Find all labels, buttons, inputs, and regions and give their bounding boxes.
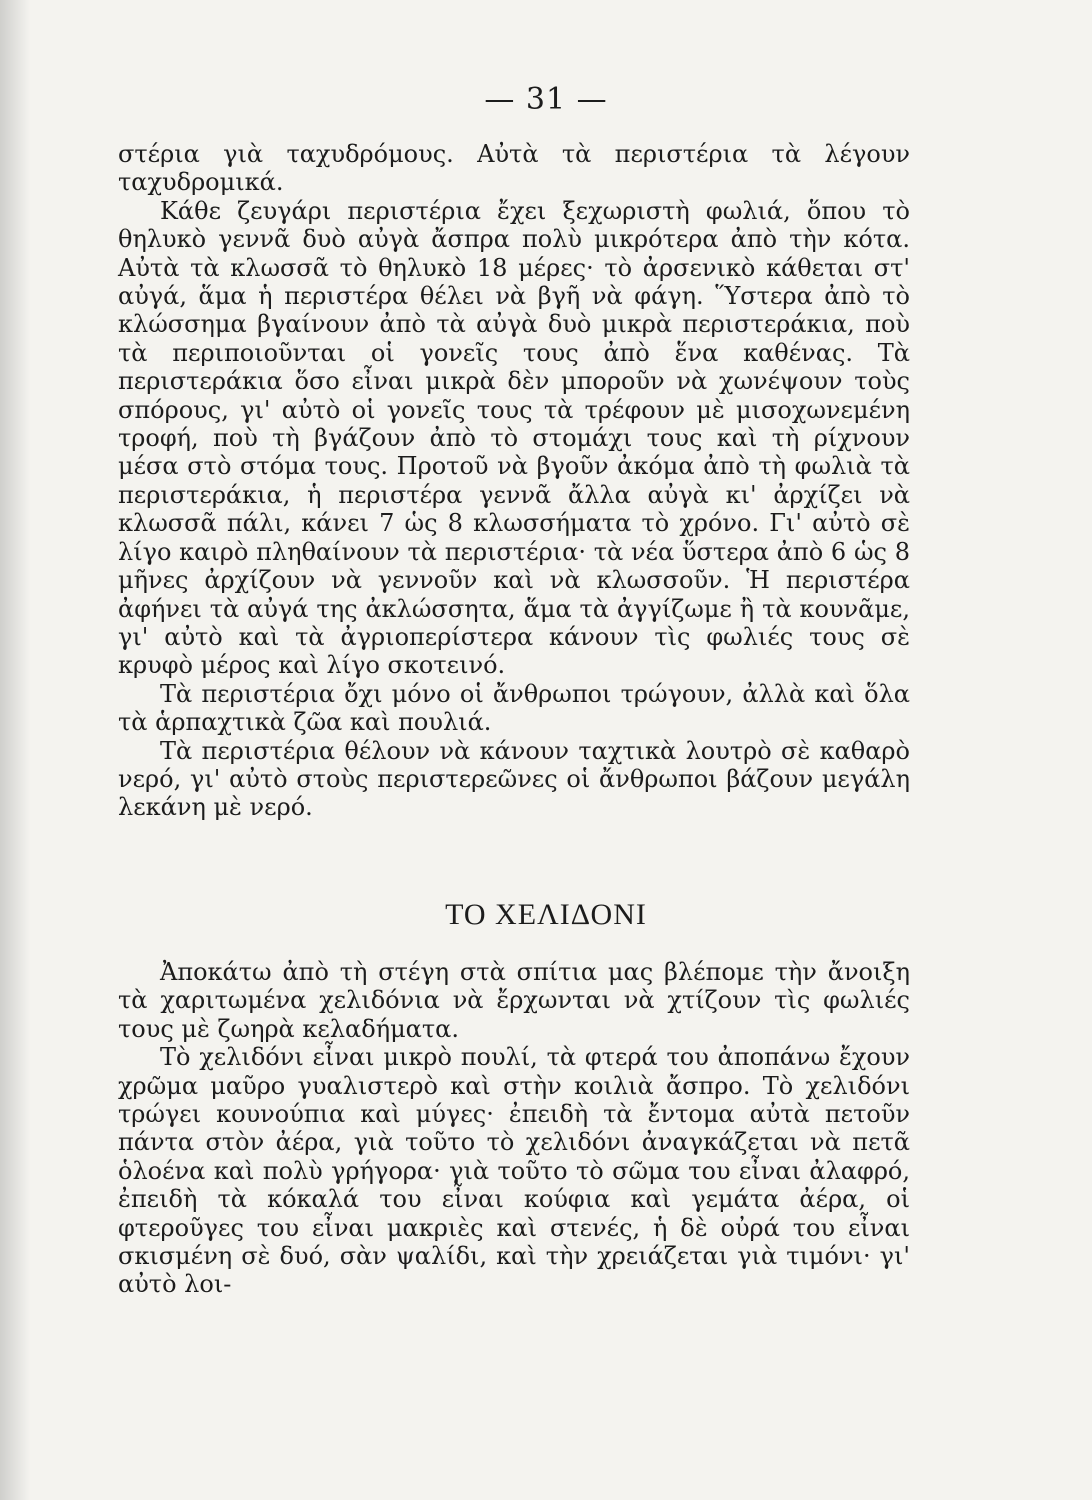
paragraph: Τὰ περιστέρια θέλουν νὰ κάνουν ταχτικὰ λουτρὸ σὲ καθαρὸ νερό, γι' αὐτὸ στοὺς περιστερεῶνες οἱ ἄνθρωποι βάζουν μεγάλη λεκάνη μὲ νερό. — [118, 736, 910, 822]
page-number: — 31 — — [484, 82, 608, 117]
paragraph: Ἀποκάτω ἀπὸ τὴ στέγη στὰ σπίτια μας βλέπομε τὴν ἄνοιξη τὰ χαριτωμένα χελιδόνια νὰ ἔρχωνται νὰ χτίζουν τὶς φωλιές τους μὲ ζωηρὰ κελαδήματα. — [118, 958, 910, 1043]
page-edge-shadow — [0, 0, 30, 1500]
paragraph: Τὸ χελιδόνι εἶναι μικρὸ πουλί, τὰ φτερά του ἀποπάνω ἔχουν χρῶμα μαῦρο γυαλιστερὸ καὶ στὴν κοιλιὰ ἄσπρο. Τὸ χελιδόνι τρώγει κουνούπια καὶ μύγες· ἐπειδὴ τὰ ἔντομα αὐτὰ πετοῦν πάντα στὸν ἀέρα, γιὰ τοῦτο τὸ χελιδόνι ἀναγκάζεται νὰ πετᾶ ὁλοένα καὶ πολὺ γρήγορα· γιὰ τοῦτο τὸ σῶμα του εἶναι ἀλαφρό, ἐπειδὴ τὰ κόκαλά του εἶναι κούφια καὶ γεμάτα ἀέρα, οἱ φτεροῦγες του εἶναι μακριὲς καὶ στενές, ἡ δὲ οὐρά του εἶναι σκισμένη σὲ δυό, σὰν ψαλίδι, καὶ τὴν χρειάζεται γιὰ τιμόνι· γι' αὐτὸ λοι- — [118, 1043, 910, 1299]
paragraph: στέρια γιὰ ταχυδρόμους. Αὐτὰ τὰ περιστέρια τὰ λέγουν ταχυδρομικά. — [118, 140, 910, 197]
paragraph: Τὰ περιστέρια ὄχι μόνο οἱ ἄνθρωποι τρώγουν, ἀλλὰ καὶ ὅλα τὰ ἁρπαχτικὰ ζῶα καὶ πουλιά. — [118, 679, 910, 737]
paragraph: Κάθε ζευγάρι περιστέρια ἔχει ξεχωριστὴ φωλιά, ὅπου τὸ θηλυκὸ γεννᾶ δυὸ αὐγὰ ἄσπρα πολὺ μικρότερα ἀπὸ τὴν κότα. Αὐτὰ τὰ κλωσσᾶ τὸ θηλυκὸ 18 μέρες· τὸ ἀρσενικὸ κάθεται στ' αὐγά, ἅμα ἡ περιστέρα θέλει νὰ βγῆ νὰ φάγη. Ὕστερα ἀπὸ τὸ κλώσσημα βγαίνουν ἀπὸ τὰ αὐγὰ δυὸ μικρὰ περιστεράκια, ποὺ τὰ περιποιοῦνται οἱ γονεῖς τους ἀπὸ ἕνα καθένας. Τὰ περιστεράκια ὅσο εἶναι μικρὰ δὲν μποροῦν νὰ χωνέψουν τοὺς σπόρους, γι' αὐτὸ οἱ γονεῖς τους τὰ τρέφουν μὲ μισοχωνεμένη τροφή, ποὺ τὴ βγάζουν ἀπὸ τὸ στομάχι τους καὶ τὴ ρίχνουν μέσα στὸ στόμα τους. Προτοῦ νὰ βγοῦν ἀκόμα ἀπὸ τὴ φωλιὰ τὰ περιστεράκια, ἡ περιστέρα γεννᾶ ἄλλα αὐγὰ κι' ἀρχίζει νὰ κλωσσᾶ πάλι, κάνει 7 ὡς 8 κλωσσήματα τὸ χρόνο. Γι' αὐτὸ σὲ λίγο καιρὸ πληθαίνουν τὰ περιστέρια· τὰ νέα ὕστερα ἀπὸ 6 ὡς 8 μῆνες ἀρχίζουν νὰ γεννοῦν καὶ νὰ κλωσσοῦν. Ἡ περιστέρα ἀφήνει τὰ αὐγά της ἀκλώσσητα, ἅμα τὰ ἀγγίζωμε ἢ τὰ κουνᾶμε, γι' αὐτὸ καὶ τὰ ἀγριοπερίστερα κάνουν τὶς φωλιές τους σὲ κρυφὸ μέρος καὶ λίγο σκοτεινό. — [118, 196, 910, 680]
body-text-bottom — [118, 958, 910, 1299]
section-heading: ΤΟ ΧΕΛΙΔΟΝΙ — [445, 898, 647, 931]
body-text-top — [118, 140, 910, 822]
